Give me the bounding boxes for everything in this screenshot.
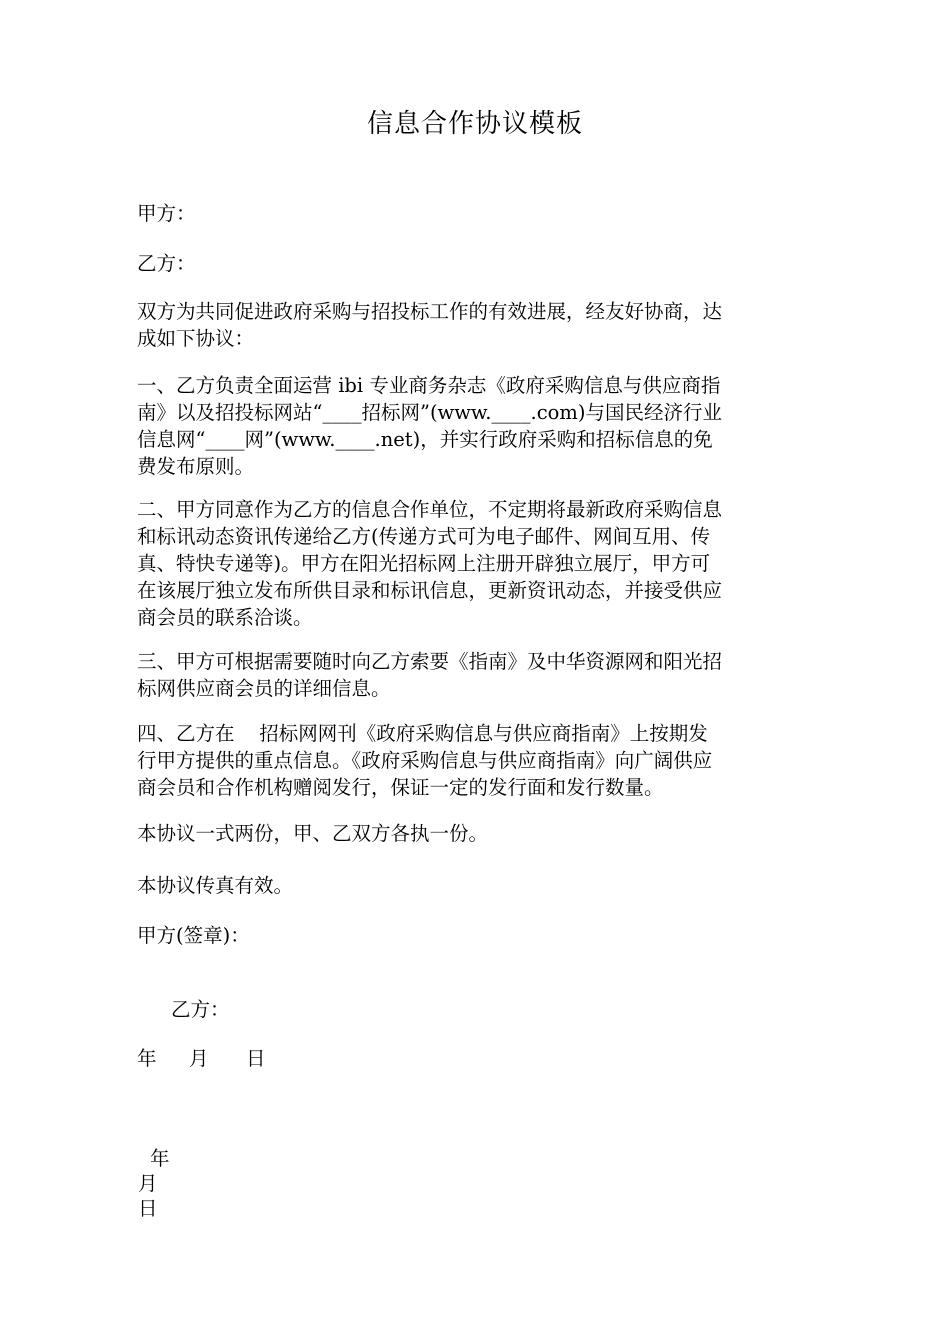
text-line: 和标讯动态资讯传递给乙方(传递方式可为电子邮件、网间互用、传 [137,525,711,548]
clause-4 [137,720,815,801]
text-line: 标网供应商会员的详细信息。 [137,677,391,700]
document-title: 信息合作协议模板 [366,109,583,139]
text-line: 商会员和合作机构赠阅发行，保证一定的发行面和发行数量。 [137,776,664,799]
text-line: 四、乙方在 招标网网刊《政府采购信息与供应商指南》上按期发 [137,722,708,745]
fax-validity-statement: 本协议传真有效。 [137,874,294,897]
date-day: 日 [138,1197,158,1220]
clause-3 [137,648,815,702]
text-line: 信息网“____网”(www.____.net)，并实行政府采购和招标信息的免 [137,428,713,451]
party-a-date [137,1045,815,1072]
text-line: 一、乙方负责全面运营 ibi 专业商务杂志《政府采购信息与供应商指 [137,374,721,397]
date-year: 年 [137,1047,157,1070]
intro-paragraph [137,298,815,352]
text-line: 二、甲方同意作为乙方的信息合作单位，不定期将最新政府采购信息 [137,498,723,521]
text-line: 双方为共同促进政府采购与招投标工作的有效进展，经友好协商，达 [137,300,723,323]
clause-2 [137,496,815,631]
text-line: 成如下协议： [137,327,255,350]
text-line: 费发布原则。 [137,455,255,478]
party-a-signature-label: 甲方(签章)： [137,924,250,947]
text-line: 真、特快专递等)。甲方在阳光招标网上注册开辟独立展厅，甲方可 [137,552,711,575]
date-year: 年 [150,1147,170,1170]
text-line: 三、甲方可根据需要随时向乙方索要《指南》及中华资源网和阳光招 [137,650,723,673]
party-b-signature-label: 乙方： [171,998,230,1021]
text-line: 南》以及招投标网站“____招标网”(www.____.com)与国民经济行业 [137,401,722,424]
party-b-date [138,1146,178,1221]
text-line: 行甲方提供的重点信息。《政府采购信息与供应商指南》向广阔供应 [137,749,713,772]
text-line: 在该展厅独立发布所供目录和标讯信息，更新资讯动态，并接受供应 [137,579,723,602]
copies-statement: 本协议一式两份，甲、乙双方各执一份。 [137,822,489,845]
party-a-label: 甲方： [137,202,196,225]
clause-1 [137,372,815,480]
date-month: 月 [189,1047,209,1070]
text-line: 商会员的联系洽谈。 [137,606,313,629]
date-month: 月 [138,1172,158,1195]
party-b-label: 乙方： [137,252,196,275]
date-day: 日 [246,1047,266,1070]
